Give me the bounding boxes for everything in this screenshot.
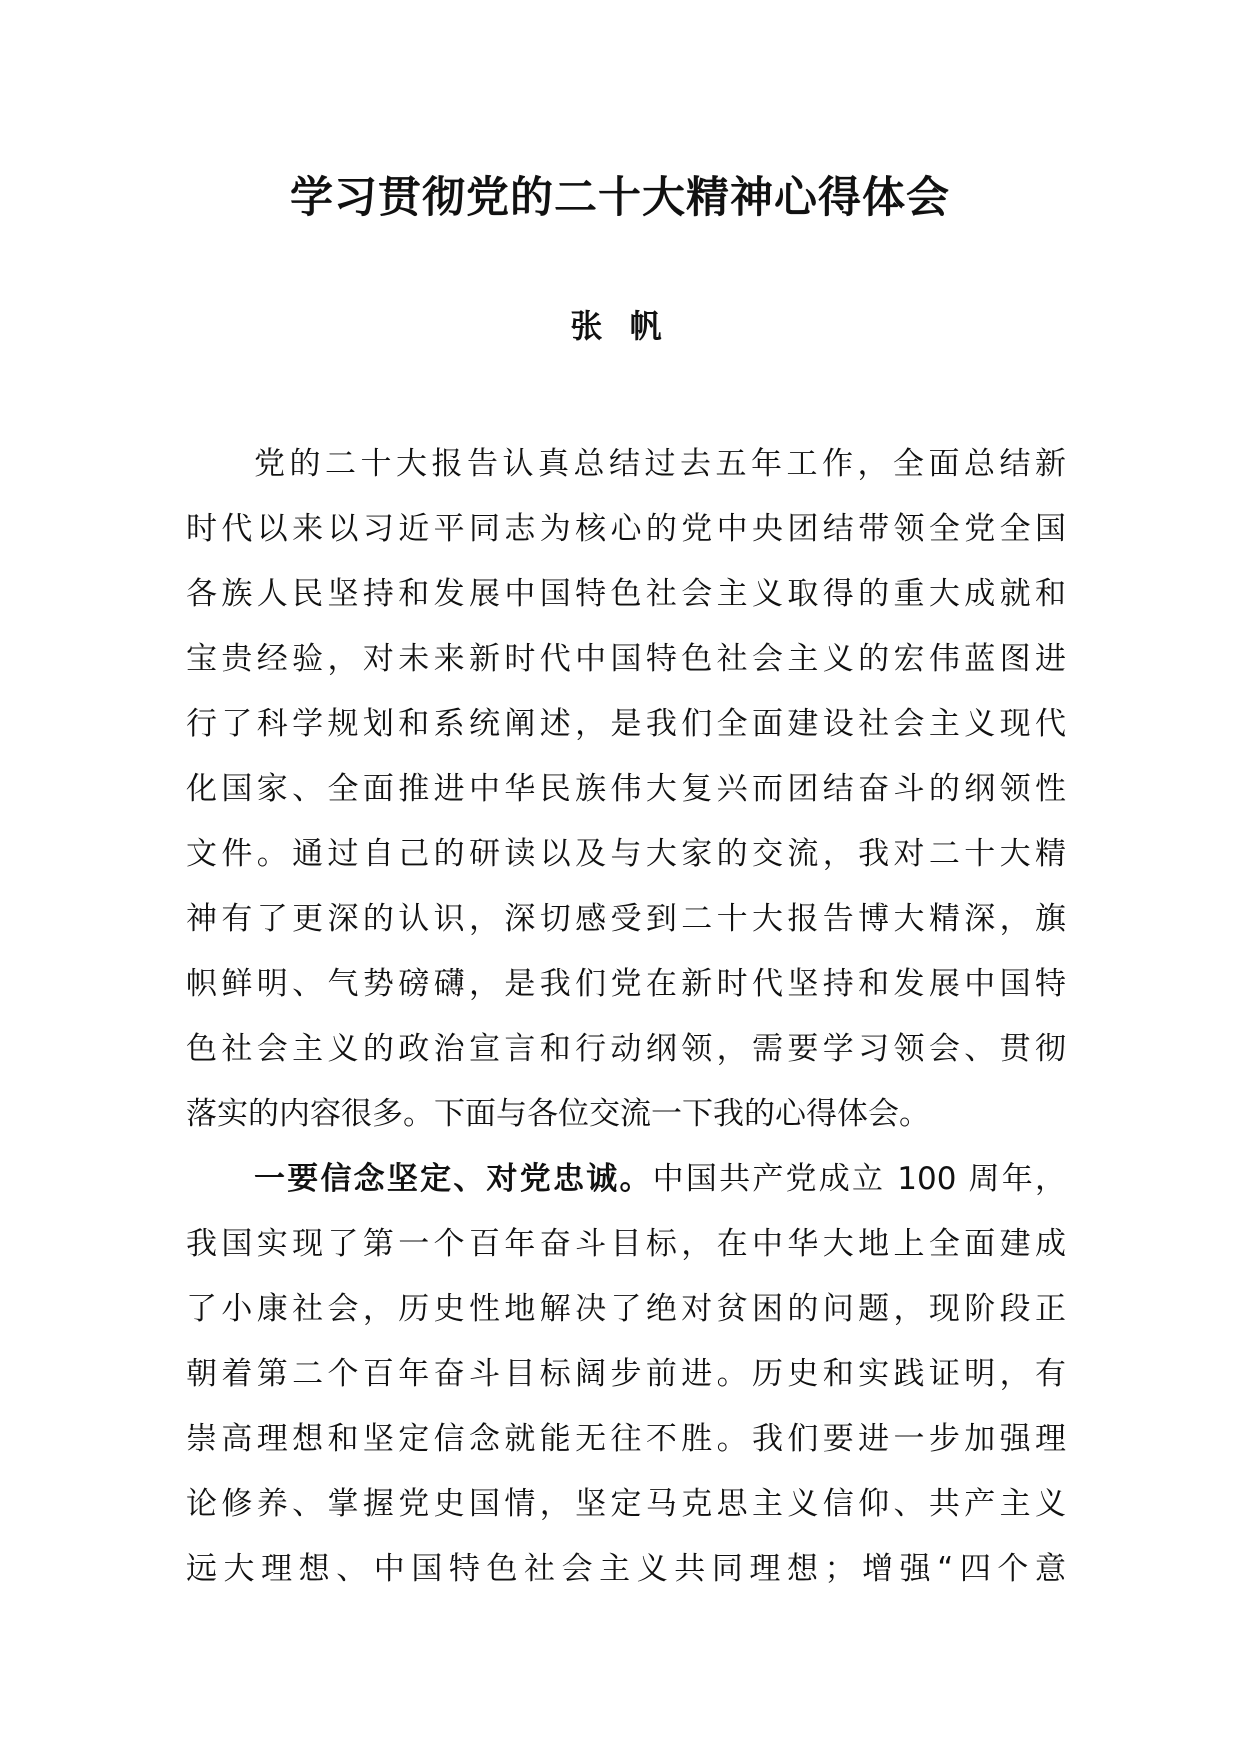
paragraph-line: 文件。通过自己的研读以及与大家的交流，我对二十大精 — [186, 836, 1066, 872]
paragraph-line: 化国家、全面推进中华民族伟大复兴而团结奋斗的纲领性 — [186, 771, 1066, 807]
paragraph-line: 我国实现了第一个百年奋斗目标，在中华大地上全面建成 — [186, 1226, 1066, 1262]
paragraph-line: 色社会主义的政治宣言和行动纲领，需要学习领会、贯彻 — [186, 1031, 1066, 1067]
paragraph-line: 帜鲜明、气势磅礴，是我们党在新时代坚持和发展中国特 — [186, 966, 1066, 1002]
paragraph-line: 时代以来以习近平同志为核心的党中央团结带领全党全国 — [186, 511, 1066, 547]
paragraph-line: 了小康社会，历史性地解决了绝对贫困的问题，现阶段正 — [186, 1291, 1066, 1327]
paragraph-line-text: 中国共产党成立 100 周年， — [652, 1161, 1066, 1197]
paragraph-line: 宝贵经验，对未来新时代中国特色社会主义的宏伟蓝图进 — [186, 641, 1066, 677]
document-title: 学习贯彻党的二十大精神心得体会 — [290, 173, 950, 223]
paragraph-line: 论修养、掌握党史国情，坚定马克思主义信仰、共产主义 — [186, 1486, 1066, 1522]
document-body — [186, 432, 1066, 1602]
paragraph-line: 行了科学规划和系统阐述，是我们全面建设社会主义现代 — [186, 706, 1066, 742]
paragraph-line: 远大理想、中国特色社会主义共同理想；增强“四个意 — [186, 1551, 1066, 1587]
paragraph-line: 党的二十大报告认真总结过去五年工作，全面总结新 — [254, 446, 1066, 482]
paragraph-point-one — [186, 1147, 1066, 1602]
paragraph-line: 落实的内容很多。下面与各位交流一下我的心得体会。 — [186, 1096, 930, 1132]
document-author: 张 帆 — [570, 307, 670, 345]
paragraph-line: 各族人民坚持和发展中国特色社会主义取得的重大成就和 — [186, 576, 1066, 612]
paragraph-lead-heading: 一要信念坚定、对党忠诚。 — [254, 1161, 653, 1197]
paragraph-introduction — [186, 432, 1066, 1147]
paragraph-line: 神有了更深的认识，深切感受到二十大报告博大精深，旗 — [186, 901, 1066, 937]
paragraph-line — [186, 1147, 1066, 1212]
paragraph-line: 朝着第二个百年奋斗目标阔步前进。历史和实践证明，有 — [186, 1356, 1066, 1392]
paragraph-line: 崇高理想和坚定信念就能无往不胜。我们要进一步加强理 — [186, 1421, 1066, 1457]
